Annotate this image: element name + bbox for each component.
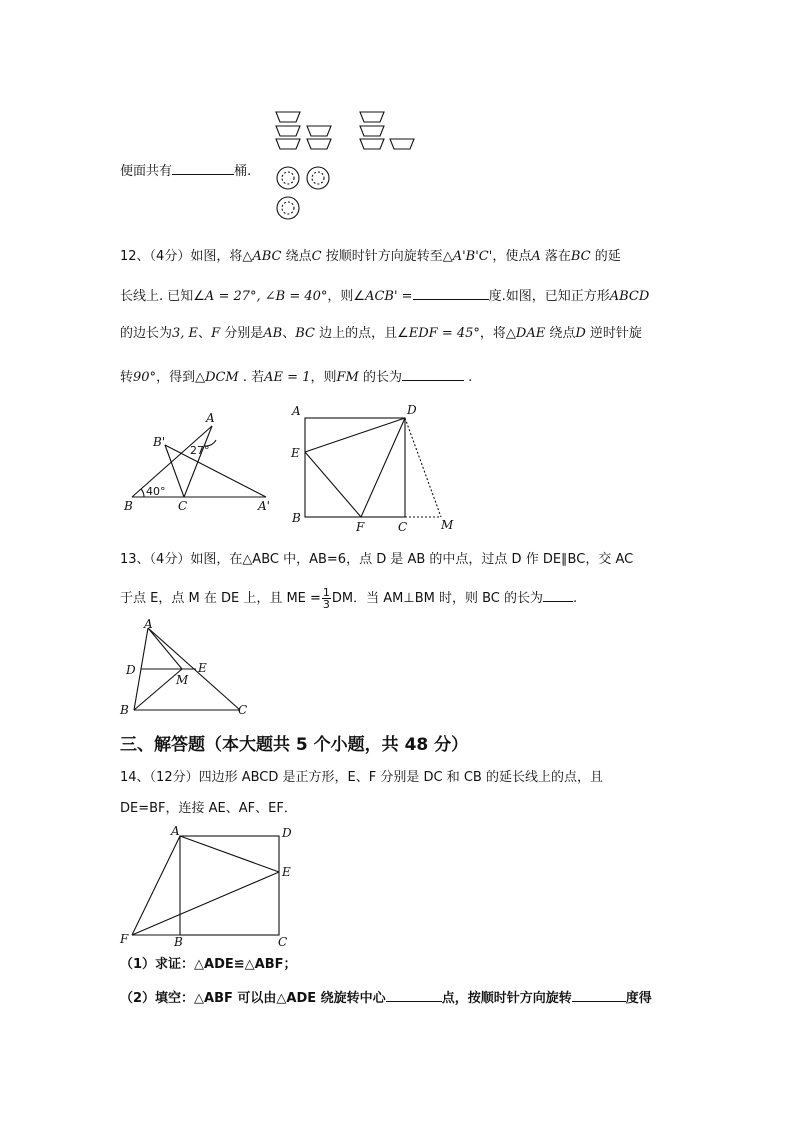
label-M: M xyxy=(441,518,454,532)
math: DAE xyxy=(515,326,546,341)
math: 3, E xyxy=(172,326,199,341)
segment-DF xyxy=(361,418,405,517)
label-M: M xyxy=(176,673,189,687)
q13-line1 xyxy=(120,552,633,568)
bucket-icon xyxy=(360,139,384,149)
bucket-top-icon xyxy=(282,172,294,184)
q14-text-1: 14、（12分）四边形 ABCD 是正方形，E、F 分别是 DC 和 CB 的延长线上的点，且 xyxy=(120,770,603,785)
label-B: B xyxy=(174,935,183,949)
label-D: D xyxy=(126,663,136,677)
label-A: A xyxy=(292,404,301,418)
q12-square-figure xyxy=(286,400,466,535)
text: 长线上. 已知∠ xyxy=(120,289,205,304)
math: AE = 1 xyxy=(264,370,311,385)
segment-AF xyxy=(132,836,180,935)
q11-answer-blank[interactable] xyxy=(172,162,234,175)
bucket-top-icon xyxy=(307,167,329,189)
bucket-icon xyxy=(307,126,331,136)
q14-answer-blank-2[interactable] xyxy=(572,989,626,1002)
label-A: A xyxy=(171,824,180,838)
q14-text-2: DE=BF，连接 AE、AF、EF． xyxy=(120,801,297,816)
q14-line2 xyxy=(120,801,297,817)
bucket-icon xyxy=(390,139,414,149)
q12-answer-blank-1[interactable] xyxy=(413,287,489,300)
math: 90° xyxy=(133,370,157,385)
math: DCM xyxy=(205,370,239,385)
q13-text-2a: 于点 E，点 M 在 DE 上，且 ME = xyxy=(120,591,321,606)
label-E: E xyxy=(291,446,300,460)
segment-DM xyxy=(405,418,441,517)
math: AB xyxy=(263,326,283,341)
label-A': A' xyxy=(258,499,270,513)
text: . xyxy=(463,370,473,385)
q12-line2 xyxy=(120,287,649,305)
text: 分别是 xyxy=(220,326,264,341)
text: ，得到△ xyxy=(156,370,206,385)
math: ABC xyxy=(252,249,282,264)
square-ABCD xyxy=(305,418,405,517)
math: A'B'C' xyxy=(452,249,493,264)
q12-number: 12、（4分）如图，将 xyxy=(120,249,243,264)
math: EDF = 45° xyxy=(408,326,480,341)
math: A xyxy=(531,249,541,264)
bucket-icon xyxy=(276,126,300,136)
label-C: C xyxy=(178,499,188,513)
bucket-icon xyxy=(360,126,384,136)
text: 的延 xyxy=(590,249,621,264)
q14-part2-text-a: （2）填空：△ABF 可以由△ADE 绕旋转中心 xyxy=(120,991,386,1006)
label-B': B' xyxy=(153,435,166,449)
label-A: A xyxy=(206,411,215,425)
label-B: B xyxy=(120,703,129,717)
segment-EF xyxy=(305,452,361,517)
bucket-top-icon xyxy=(282,202,294,214)
q14-part2-text-b: 点，按顺时针方向旋转 xyxy=(441,991,572,1006)
text: 、 xyxy=(198,326,212,341)
fraction-numerator: 1 xyxy=(322,586,330,599)
bucket-top-icon xyxy=(277,197,299,219)
segment-AE xyxy=(180,836,279,872)
q13-line2 xyxy=(120,587,577,610)
math: BC xyxy=(295,326,315,341)
q13-text-2c: . xyxy=(573,591,578,606)
q12-line3 xyxy=(120,326,642,342)
text: 边上的点，且∠ xyxy=(314,326,409,341)
bucket-icon xyxy=(307,139,331,149)
q11-prefix: 便面共有 xyxy=(120,164,173,179)
segment-DE xyxy=(305,418,405,452)
q12-line1 xyxy=(120,249,621,265)
segment-BM xyxy=(134,669,182,710)
label-C: C xyxy=(238,703,248,717)
bucket-icon xyxy=(276,112,300,122)
text: 的长为 xyxy=(358,370,402,385)
text: ，使点 xyxy=(492,249,532,264)
q11-text xyxy=(120,162,251,180)
text: 转 xyxy=(120,370,134,385)
q14-part2-text-c: 度得 xyxy=(625,991,652,1006)
label-D: D xyxy=(282,826,292,840)
bucket-icon xyxy=(276,139,300,149)
q14-line1 xyxy=(120,770,603,786)
text: 落在 xyxy=(540,249,571,264)
label-F: F xyxy=(356,520,365,534)
q11-suffix: 桶. xyxy=(234,164,252,179)
q13-triangle-figure xyxy=(116,616,256,718)
q14-part1 xyxy=(120,957,297,973)
text: . 若 xyxy=(238,370,265,385)
q13-text-2b: DM．当 AM⊥BM 时，则 BC 的长为 xyxy=(331,591,543,606)
square-ABCD xyxy=(180,836,279,935)
bucket-top-icon xyxy=(277,167,299,189)
text: 度.如图，已知正方形 xyxy=(488,289,610,304)
segment-B'A' xyxy=(165,445,266,497)
text: 绕点 xyxy=(281,249,312,264)
q14-square-figure xyxy=(116,822,306,952)
q12-line4 xyxy=(120,368,472,386)
fraction-one-third xyxy=(322,587,331,610)
text: △ xyxy=(242,249,253,264)
math: A = 27°, ∠B = 40° xyxy=(204,289,328,304)
buckets-figure xyxy=(272,106,422,226)
label-C: C xyxy=(398,520,408,534)
math: D xyxy=(575,326,586,341)
text: ，则 xyxy=(310,370,337,385)
q14-answer-blank-1[interactable] xyxy=(386,989,442,1002)
label-F: F xyxy=(120,932,129,946)
label-E: E xyxy=(198,661,207,675)
segment-AM xyxy=(148,628,182,669)
text: ，则∠ xyxy=(327,289,366,304)
label-D: D xyxy=(407,403,417,417)
text: 逆时针旋 xyxy=(585,326,642,341)
q14-part1-text: （1）求证：△ADE≌△ABF； xyxy=(120,957,297,972)
q12-answer-blank-2[interactable] xyxy=(402,368,464,381)
section3-heading: 三、解答题（本大题共 5 个小题，共 48 分） xyxy=(120,735,469,755)
q13-answer-blank[interactable] xyxy=(543,589,573,602)
text: 、 xyxy=(282,326,296,341)
q14-part2 xyxy=(120,989,652,1007)
angle-40-arc xyxy=(141,489,144,497)
bucket-top-icon xyxy=(312,172,324,184)
q12-triangle-figure xyxy=(118,408,278,518)
label-B: B xyxy=(124,499,133,513)
label-E: E xyxy=(282,865,291,879)
segment-EF xyxy=(132,872,279,935)
math: BC xyxy=(570,249,591,264)
label-B: B xyxy=(292,511,301,525)
math: ACB' = xyxy=(365,289,413,304)
math: FM xyxy=(336,370,359,385)
math: ABCD xyxy=(609,289,650,304)
label-C: C xyxy=(278,935,288,949)
segment-AB xyxy=(132,426,212,497)
text: 的边长为 xyxy=(120,326,173,341)
label-27: 27° xyxy=(190,444,210,457)
text: ，将△ xyxy=(479,326,516,341)
label-A: A xyxy=(144,617,153,631)
bucket-icon xyxy=(360,112,384,122)
text: 绕点 xyxy=(545,326,576,341)
q13-text-1: 13、（4分）如图，在△ABC 中，AB=6，点 D 是 AB 的中点，过点 D 作 DE∥BC，交 AC xyxy=(120,552,634,567)
fraction-denominator: 3 xyxy=(322,598,330,611)
label-40: 40° xyxy=(146,485,166,498)
math: C xyxy=(311,249,322,264)
text: 按顺时针方向旋转至△ xyxy=(321,249,453,264)
math: F xyxy=(211,326,221,341)
